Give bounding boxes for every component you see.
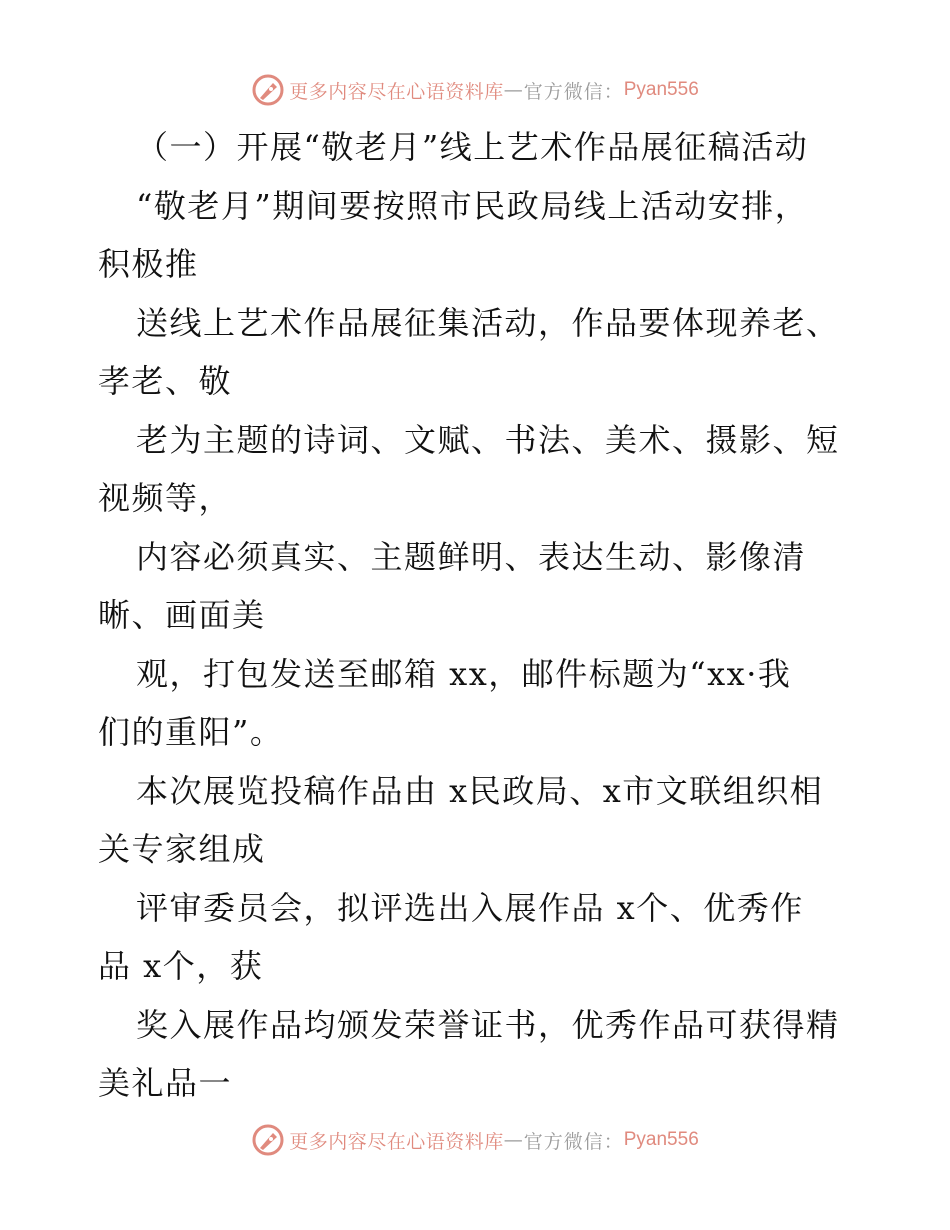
paragraph-line: 视频等， [98, 479, 233, 517]
watermark-wechat-label: 官方微信： [523, 80, 624, 103]
paragraph-line: 晰、画面美 [98, 596, 266, 634]
paragraph-line: 关专家组成 [98, 830, 266, 868]
paragraph-line: 内容必须真实、主题鲜明、表达生动、影像清 [136, 537, 807, 576]
paragraph-line: 观，打包发送至邮箱 xx，邮件标题为“xx·我 [136, 654, 792, 693]
pen-nib-logo-icon [251, 73, 285, 107]
watermark-header [0, 70, 950, 110]
paragraph-line: 孝老、敬 [98, 362, 233, 400]
watermark-text: 更多内容尽在心语资料库 [289, 1130, 504, 1153]
paragraph-line: 们的重阳”。 [98, 713, 284, 751]
watermark-wechat-label: 官方微信： [523, 1130, 624, 1153]
paragraph-line: 评审委员会，拟评选出入展作品 x个、优秀作 [136, 888, 804, 927]
paragraph-line: 奖入展作品均颁发荣誉证书，优秀作品可获得精 [136, 1005, 840, 1044]
paragraph-line: 积极推 [98, 245, 199, 283]
paragraph-line: “敬老月”期间要按照市民政局线上活动安排， [136, 186, 809, 225]
section-heading: （一）开展“敬老月”线上艺术作品展征稿活动 [136, 128, 809, 166]
paragraph-line: 送线上艺术作品展征集活动，作品要体现养老、 [136, 303, 840, 342]
watermark-text: 更多内容尽在心语资料库 [289, 80, 504, 103]
watermark-footer [0, 1120, 950, 1160]
paragraph-line: 品 x个，获 [98, 947, 264, 985]
watermark-wechat-id: Pyan556 [623, 1129, 699, 1150]
document-body [98, 118, 868, 1113]
paragraph-line: 本次展览投稿作品由 x民政局、x市文联组织相 [136, 771, 824, 810]
paragraph-line: 美礼品一 [98, 1064, 233, 1102]
watermark-wechat-id: Pyan556 [623, 79, 699, 100]
pen-nib-logo-icon [251, 1123, 285, 1157]
watermark-dash: — [503, 79, 524, 101]
paragraph-line: 老为主题的诗词、文赋、书法、美术、摄影、短 [136, 420, 840, 459]
watermark-dash: — [503, 1129, 524, 1151]
